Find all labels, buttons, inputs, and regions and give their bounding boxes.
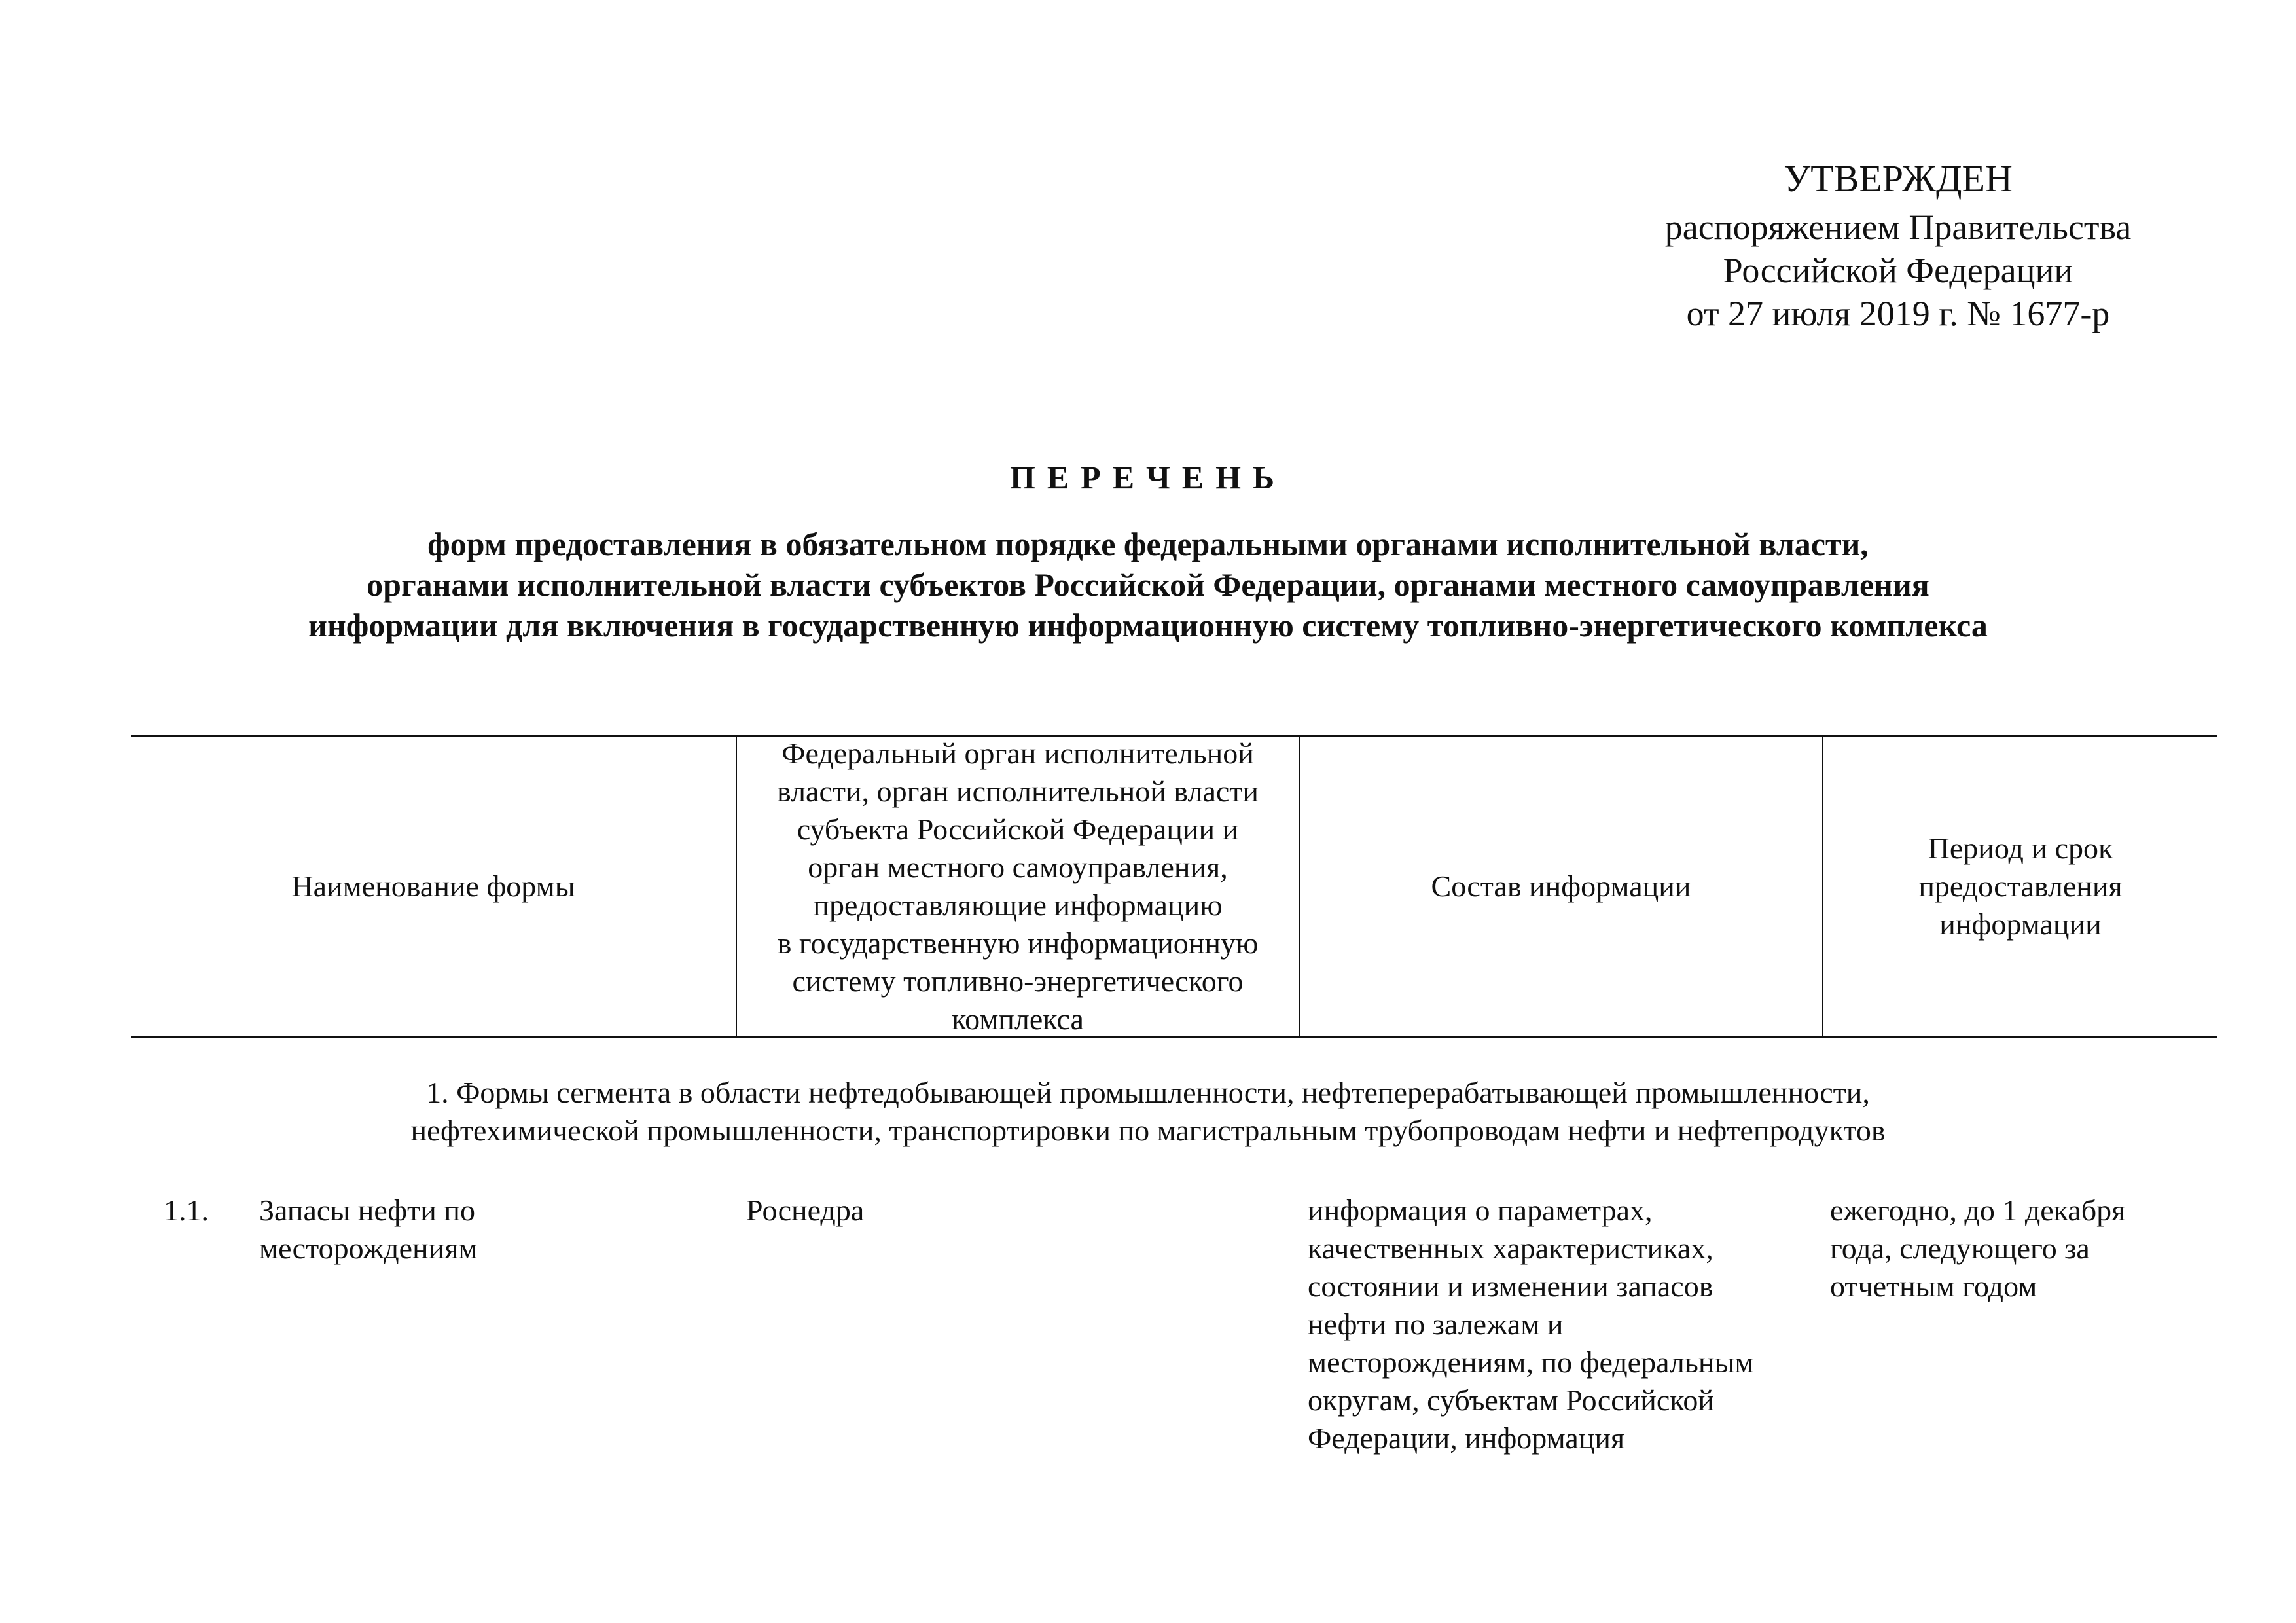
row-period-line: отчетным годом xyxy=(1830,1269,2037,1303)
subtitle-line: форм предоставления в обязательном порядке федеральными органами исполнительной власти, xyxy=(427,526,1869,562)
header-org-line: орган местного самоуправления, xyxy=(808,850,1228,884)
row-period-line: года, следующего за xyxy=(1830,1231,2090,1265)
row-number: 1.1. xyxy=(164,1194,209,1227)
header-org-line: систему топливно-энергетического xyxy=(792,964,1244,998)
header-period-line: Период и срок xyxy=(1928,831,2113,865)
row-info-line: месторождениям, по федеральным xyxy=(1308,1345,1754,1379)
row-organization: Роснедра xyxy=(746,1194,865,1227)
row-info-line: состоянии и изменении запасов xyxy=(1308,1269,1713,1303)
row-info-line: информация о параметрах, xyxy=(1308,1194,1653,1227)
row-period-line: ежегодно, до 1 декабря xyxy=(1830,1194,2126,1227)
header-org-line: субъекта Российской Федерации и xyxy=(797,812,1239,846)
header-period-line: информации xyxy=(1939,907,2102,941)
header-form-name-text: Наименование формы xyxy=(291,869,575,903)
approval-line: от 27 июля 2019 г. № 1677-р xyxy=(1686,294,2110,333)
approval-line: распоряжением Правительства xyxy=(1664,208,2132,247)
section-line: нефтехимической промышленности, транспортировки по магистральным трубопроводам нефти и нефтепродуктов xyxy=(410,1114,1886,1147)
row-info-line: Федерации, информация xyxy=(1308,1421,1625,1455)
section-line: 1. Формы сегмента в области нефтедобывающей промышленности, нефтеперерабатывающей промышленности, xyxy=(426,1076,1870,1109)
row-info-line: округам, субъектам Российской xyxy=(1308,1383,1714,1417)
header-composition xyxy=(1300,737,1823,1036)
header-organization xyxy=(736,737,1300,1036)
header-org-line: комплекса xyxy=(952,1002,1084,1036)
document-title: ПЕРЕЧЕНЬ xyxy=(1009,459,1287,496)
table-header xyxy=(131,735,2217,1038)
subtitle-line: органами исполнительной власти субъектов Российской Федерации, органами местного самоуправления xyxy=(367,566,1929,603)
header-period xyxy=(1823,737,2217,1036)
header-form-name xyxy=(131,737,736,1036)
header-org-line: власти, орган исполнительной власти xyxy=(776,775,1259,808)
section-heading xyxy=(166,1074,2130,1150)
row-name-line: месторождениям xyxy=(259,1231,478,1265)
header-period-line: предоставления xyxy=(1918,869,2123,903)
row-form-name xyxy=(259,1192,652,1267)
row-info-line: качественных характеристиках, xyxy=(1308,1231,1713,1265)
row-info-line: нефти по залежам и xyxy=(1308,1307,1564,1341)
header-org-line: Федеральный орган исполнительной xyxy=(781,737,1254,770)
row-name-line: Запасы нефти по xyxy=(259,1194,475,1227)
subtitle-line: информации для включения в государственную информационную систему топливно-энергетического комплекса xyxy=(308,607,1988,644)
approval-stamp xyxy=(1571,157,2225,335)
document-subtitle xyxy=(101,524,2195,646)
header-composition-text: Состав информации xyxy=(1431,869,1691,903)
header-org-line: предоставляющие информацию xyxy=(813,888,1223,922)
row-period xyxy=(1830,1192,2223,1305)
header-org-line: в государственную информационную xyxy=(777,926,1259,960)
row-composition xyxy=(1308,1192,1831,1457)
approval-heading: УТВЕРЖДЕН xyxy=(1784,157,2013,200)
approval-line: Российской Федерации xyxy=(1723,251,2073,290)
